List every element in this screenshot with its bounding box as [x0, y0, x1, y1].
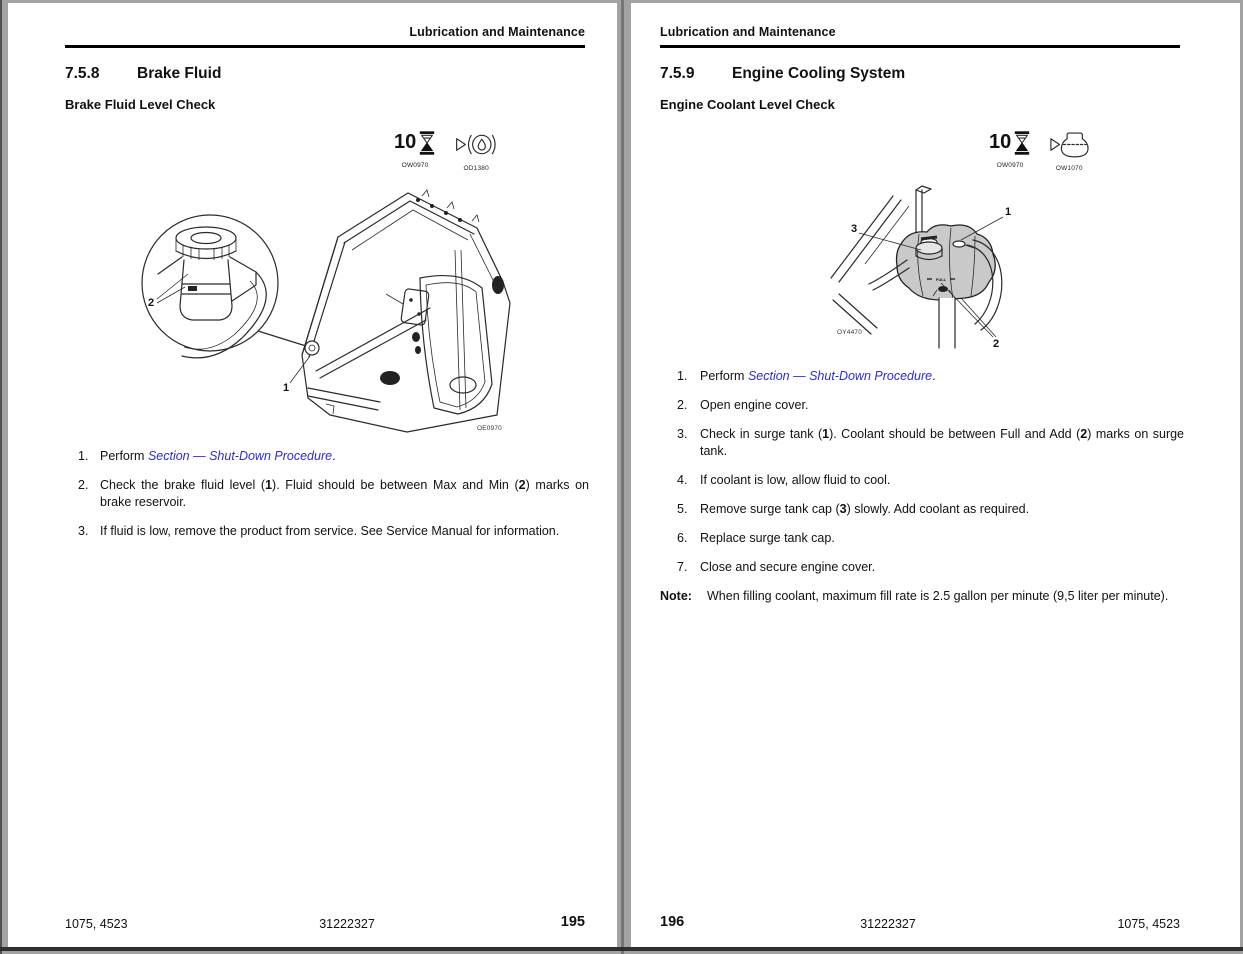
figure-callout-1: 1: [283, 382, 290, 394]
step-number: 3.: [78, 523, 89, 538]
page-195: [8, 3, 617, 947]
page-divider: [621, 0, 624, 954]
hourglass-icon: [418, 130, 436, 161]
figure-callout-2: 2: [993, 338, 1000, 350]
procedure-subtitle: Brake Fluid Level Check: [65, 97, 216, 112]
step-text: Perform Section — Shut-Down Procedure.: [100, 449, 336, 463]
figure-callout-3: 3: [851, 223, 858, 235]
step-text: Remove surge tank cap (3) slowly. Add coolant as required.: [700, 501, 1030, 516]
step-5: [660, 501, 1184, 518]
section-title: Brake Fluid: [137, 65, 222, 82]
brake-fluid-symbol: [454, 130, 498, 172]
running-header: Lubrication and Maintenance: [409, 25, 585, 39]
procedure-steps: [660, 368, 1184, 604]
step-2: [660, 397, 1184, 414]
page-number: 196: [660, 914, 685, 930]
symbol-code: OW1070: [1055, 165, 1083, 172]
step-2: [65, 477, 589, 510]
service-interval-symbol: [989, 130, 1031, 169]
step-number: 2.: [677, 398, 688, 412]
step-1: [660, 368, 1184, 385]
canvas-left-edge: [0, 0, 2, 954]
figure-callout-1: 1: [1005, 206, 1012, 218]
full-mark-label: FULL: [935, 277, 947, 282]
figure-code: OE0970: [476, 425, 502, 432]
step-3: [65, 523, 589, 540]
step-3: [660, 426, 1184, 459]
coolant-symbol: [1049, 130, 1089, 172]
step-number: 7.: [677, 559, 688, 574]
note-label: Note:: [660, 588, 692, 603]
figure-code: OY4470: [837, 329, 863, 336]
step-text: Check in surge tank (1). Coolant should be between Full and Add (2) marks on surge tank.: [700, 427, 1185, 458]
interval-hours: 10: [989, 131, 1012, 153]
step-text: Open engine cover.: [700, 398, 809, 412]
interval-code: OW0970: [996, 162, 1024, 169]
symbol-code: OD1380: [463, 165, 489, 172]
step-text: Close and secure engine cover.: [700, 559, 876, 574]
section-heading: [65, 65, 221, 83]
step-4: [660, 472, 1184, 489]
step-number: 4.: [677, 472, 688, 487]
interval-hours: 10: [394, 131, 417, 153]
step-number: 5.: [677, 501, 688, 516]
canvas-bottom-edge: [0, 947, 1243, 951]
figure-surge-tank: [823, 182, 1023, 352]
section-number: 7.5.8: [65, 65, 100, 82]
note: [660, 588, 1184, 605]
brake-fluid-warning-icon: [454, 130, 498, 164]
section-heading: [660, 65, 905, 83]
step-text: Check the brake fluid level (1). Fluid should be between Max and Min (2) marks on brake reservoir.: [100, 478, 589, 509]
footer-publication-number: 31222327: [319, 917, 375, 931]
figure-callout-2: 2: [148, 297, 155, 309]
footer-publication-number: 31222327: [860, 917, 916, 931]
interval-code: OW0970: [401, 162, 429, 169]
step-text: If coolant is low, allow fluid to cool.: [700, 472, 891, 487]
step-number: 1.: [677, 369, 688, 383]
service-interval-symbol: [394, 130, 436, 169]
step-6: [660, 530, 1184, 547]
section-title: Engine Cooling System: [732, 65, 906, 82]
step-text: Perform Section — Shut-Down Procedure.: [700, 369, 936, 383]
procedure-subtitle: Engine Coolant Level Check: [660, 97, 835, 112]
step-number: 1.: [78, 449, 89, 463]
step-number: 2.: [78, 478, 89, 492]
surge-tank-line-drawing: [823, 182, 1023, 352]
step-number: 3.: [677, 427, 688, 441]
page-number: 195: [560, 914, 585, 930]
step-text: If fluid is low, remove the product from service. See Service Manual for information.: [100, 523, 560, 538]
footer-model-numbers: 1075, 4523: [1117, 917, 1180, 931]
service-icons: [989, 130, 1089, 172]
cross-reference-link[interactable]: Section — Shut-Down Procedure: [747, 369, 933, 383]
step-text: Replace surge tank cap.: [700, 530, 835, 545]
header-rule: [65, 45, 585, 48]
step-7: [660, 559, 1184, 576]
figure-brake-reservoir: [130, 188, 525, 436]
section-number: 7.5.9: [660, 65, 695, 82]
service-icons: [394, 130, 498, 172]
coolant-tank-icon: [1049, 130, 1089, 164]
footer-model-numbers: 1075, 4523: [65, 917, 128, 931]
running-header: Lubrication and Maintenance: [660, 25, 836, 39]
header-rule: [660, 45, 1180, 48]
cross-reference-link[interactable]: Section — Shut-Down Procedure: [147, 449, 333, 463]
step-number: 6.: [677, 530, 688, 545]
cab-line-drawing: [130, 188, 525, 436]
step-1: [65, 448, 589, 465]
hourglass-icon: [1013, 130, 1031, 161]
page-196: [631, 3, 1240, 947]
note-text: When filling coolant, maximum fill rate is 2.5 gallon per minute (9,5 liter per minute).: [707, 588, 1169, 603]
procedure-steps: [65, 448, 589, 552]
